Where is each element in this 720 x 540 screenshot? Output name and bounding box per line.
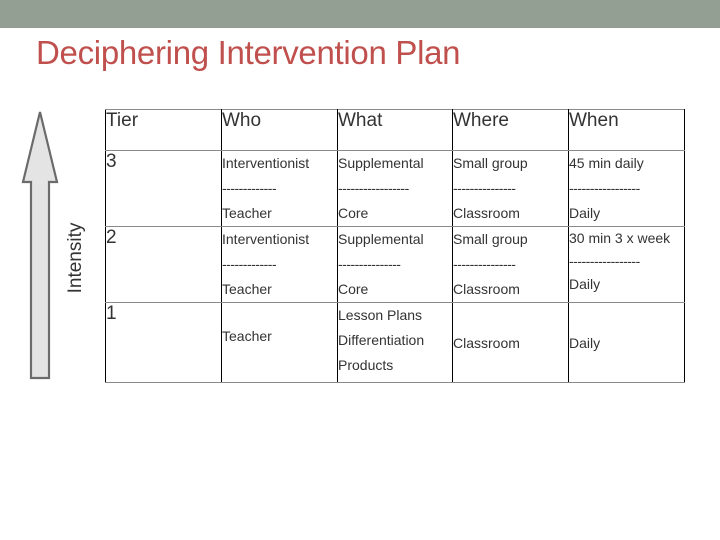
where-line: Small group xyxy=(453,155,528,171)
divider-line: --------------- xyxy=(453,180,516,196)
header-tier: Tier xyxy=(106,110,222,151)
when-line: Daily xyxy=(569,205,601,221)
what-line: Supplemental xyxy=(338,231,424,247)
who-line: Interventionist xyxy=(222,155,310,171)
divider-line: --------------- xyxy=(338,256,401,272)
what-line: Core xyxy=(338,281,369,297)
who-line: Teacher xyxy=(222,328,272,344)
intensity-axis-label: Intensity xyxy=(65,222,86,294)
who-line: Teacher xyxy=(222,205,272,221)
divider-line: ----------------- xyxy=(569,180,640,196)
where-line: Classroom xyxy=(453,335,520,351)
header-where: Where xyxy=(453,110,569,151)
what-line: Core xyxy=(338,205,369,221)
where-line: Classroom xyxy=(453,205,520,221)
divider-line: ----------------- xyxy=(338,180,409,196)
divider-line: --------------- xyxy=(453,256,516,272)
where-line: Classroom xyxy=(453,281,520,297)
table-row-tier-3 xyxy=(106,151,685,227)
divider-line: ----------------- xyxy=(569,253,640,269)
when-cell xyxy=(569,303,685,383)
tier-number: 3 xyxy=(106,151,117,172)
header-who: Who xyxy=(222,110,338,151)
what-cell xyxy=(338,227,453,303)
header-what: What xyxy=(338,110,453,151)
who-line: Teacher xyxy=(222,281,272,297)
where-cell xyxy=(453,151,569,227)
intervention-plan-table xyxy=(105,109,685,383)
when-cell xyxy=(569,151,685,227)
what-cell xyxy=(338,303,453,383)
what-line: Differentiation xyxy=(338,332,425,348)
tier-cell xyxy=(106,227,222,303)
table-header-row xyxy=(106,110,685,151)
up-arrow-icon xyxy=(18,108,62,382)
what-line: Lesson Plans xyxy=(338,307,423,323)
slide-title: Deciphering Intervention Plan xyxy=(36,34,461,71)
tier-cell xyxy=(106,151,222,227)
when-line: 30 min 3 x week xyxy=(569,230,671,246)
top-bar xyxy=(0,0,720,28)
when-line: Daily xyxy=(569,276,601,292)
divider-line: ------------- xyxy=(222,180,277,196)
tier-cell xyxy=(106,303,222,383)
who-line: Interventionist xyxy=(222,231,310,247)
who-cell xyxy=(222,151,338,227)
when-line: Daily xyxy=(569,335,601,351)
who-cell xyxy=(222,303,338,383)
where-cell xyxy=(453,303,569,383)
what-line: Supplemental xyxy=(338,155,424,171)
header-when: When xyxy=(569,110,685,151)
tier-number: 1 xyxy=(106,303,117,324)
who-cell xyxy=(222,227,338,303)
where-line: Small group xyxy=(453,231,528,247)
table-row-tier-1 xyxy=(106,303,685,383)
what-cell xyxy=(338,151,453,227)
where-cell xyxy=(453,227,569,303)
what-line: Products xyxy=(338,357,394,373)
divider-line: ------------- xyxy=(222,256,277,272)
when-line: 45 min daily xyxy=(569,155,644,171)
when-cell xyxy=(569,227,685,303)
table-row-tier-2 xyxy=(106,227,685,303)
tier-number: 2 xyxy=(106,227,117,248)
